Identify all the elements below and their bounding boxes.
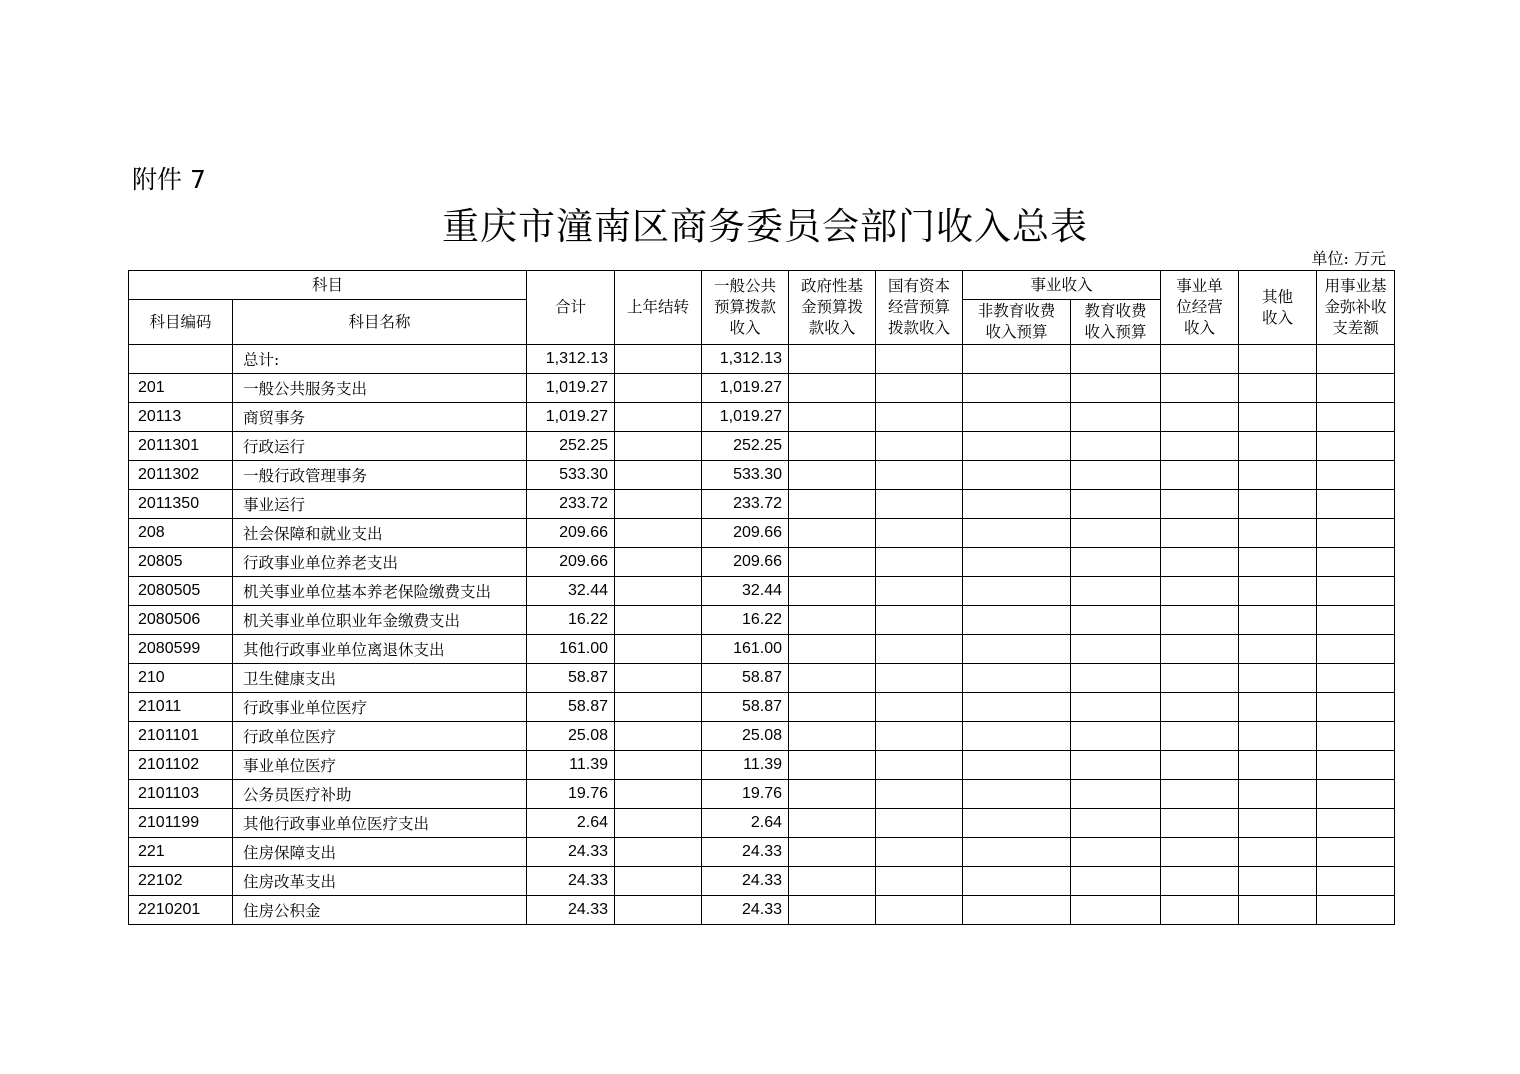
header-state-capital: 国有资本经营预算拨款收入	[876, 271, 963, 345]
cell-last-year-carryover	[615, 374, 702, 403]
cell-other-income	[1239, 606, 1317, 635]
cell-last-year-carryover	[615, 432, 702, 461]
cell-code: 2011350	[129, 490, 233, 519]
cell-name: 行政单位医疗	[233, 722, 527, 751]
cell-code: 2011302	[129, 461, 233, 490]
unit-label: 单位: 万元	[1311, 249, 1386, 268]
cell-general-budget: 209.66	[702, 548, 789, 577]
cell-gov-fund	[789, 896, 876, 925]
cell-fund-balance	[1317, 751, 1395, 780]
cell-gov-fund	[789, 867, 876, 896]
cell-gov-fund	[789, 374, 876, 403]
cell-other-income	[1239, 345, 1317, 374]
cell-non-edu-fee	[963, 461, 1071, 490]
cell-non-edu-fee	[963, 693, 1071, 722]
cell-state-capital	[876, 896, 963, 925]
cell-code: 20113	[129, 403, 233, 432]
cell-state-capital	[876, 403, 963, 432]
cell-state-capital	[876, 780, 963, 809]
cell-state-capital	[876, 664, 963, 693]
cell-total: 1,312.13	[527, 345, 615, 374]
cell-gov-fund	[789, 838, 876, 867]
table-row	[129, 751, 1395, 780]
cell-total: 1,019.27	[527, 374, 615, 403]
cell-edu-fee	[1071, 606, 1161, 635]
cell-name: 住房改革支出	[233, 867, 527, 896]
cell-state-capital	[876, 432, 963, 461]
cell-edu-fee	[1071, 635, 1161, 664]
cell-gov-fund	[789, 403, 876, 432]
cell-general-budget: 1,312.13	[702, 345, 789, 374]
table-row	[129, 896, 1395, 925]
cell-non-edu-fee	[963, 867, 1071, 896]
cell-edu-fee	[1071, 461, 1161, 490]
cell-name: 其他行政事业单位医疗支出	[233, 809, 527, 838]
cell-gov-fund	[789, 490, 876, 519]
table-row	[129, 722, 1395, 751]
cell-general-budget: 32.44	[702, 577, 789, 606]
cell-total: 24.33	[527, 896, 615, 925]
header-unit-operating: 事业单位经营收入	[1161, 271, 1239, 345]
cell-fund-balance	[1317, 606, 1395, 635]
cell-unit-operating	[1161, 548, 1239, 577]
cell-state-capital	[876, 490, 963, 519]
attachment-label: 附件 7	[132, 165, 206, 194]
cell-non-edu-fee	[963, 722, 1071, 751]
cell-general-budget: 233.72	[702, 490, 789, 519]
cell-code: 208	[129, 519, 233, 548]
cell-state-capital	[876, 867, 963, 896]
cell-other-income	[1239, 461, 1317, 490]
table-row	[129, 432, 1395, 461]
header-edu-fee: 教育收费收入预算	[1071, 300, 1161, 345]
cell-gov-fund	[789, 664, 876, 693]
cell-general-budget: 16.22	[702, 606, 789, 635]
table-row	[129, 548, 1395, 577]
cell-other-income	[1239, 635, 1317, 664]
cell-gov-fund	[789, 722, 876, 751]
cell-name: 行政运行	[233, 432, 527, 461]
cell-total: 252.25	[527, 432, 615, 461]
cell-state-capital	[876, 374, 963, 403]
cell-general-budget: 25.08	[702, 722, 789, 751]
table-row	[129, 780, 1395, 809]
cell-name: 商贸事务	[233, 403, 527, 432]
cell-gov-fund	[789, 519, 876, 548]
cell-name: 事业单位医疗	[233, 751, 527, 780]
cell-edu-fee	[1071, 374, 1161, 403]
cell-code: 2101101	[129, 722, 233, 751]
cell-total: 11.39	[527, 751, 615, 780]
cell-fund-balance	[1317, 403, 1395, 432]
cell-last-year-carryover	[615, 867, 702, 896]
cell-edu-fee	[1071, 867, 1161, 896]
cell-state-capital	[876, 345, 963, 374]
cell-total: 32.44	[527, 577, 615, 606]
cell-state-capital	[876, 461, 963, 490]
cell-fund-balance	[1317, 490, 1395, 519]
cell-unit-operating	[1161, 432, 1239, 461]
cell-last-year-carryover	[615, 896, 702, 925]
table-row	[129, 461, 1395, 490]
cell-general-budget: 1,019.27	[702, 403, 789, 432]
cell-code: 2101103	[129, 780, 233, 809]
cell-other-income	[1239, 780, 1317, 809]
header-non-edu-fee: 非教育收费收入预算	[963, 300, 1071, 345]
cell-state-capital	[876, 606, 963, 635]
cell-edu-fee	[1071, 577, 1161, 606]
cell-edu-fee	[1071, 403, 1161, 432]
cell-non-edu-fee	[963, 751, 1071, 780]
cell-edu-fee	[1071, 519, 1161, 548]
cell-name: 其他行政事业单位离退休支出	[233, 635, 527, 664]
cell-non-edu-fee	[963, 403, 1071, 432]
cell-fund-balance	[1317, 896, 1395, 925]
cell-name: 机关事业单位职业年金缴费支出	[233, 606, 527, 635]
cell-last-year-carryover	[615, 751, 702, 780]
cell-last-year-carryover	[615, 693, 702, 722]
cell-total: 25.08	[527, 722, 615, 751]
cell-code: 2080599	[129, 635, 233, 664]
cell-fund-balance	[1317, 664, 1395, 693]
cell-state-capital	[876, 519, 963, 548]
cell-last-year-carryover	[615, 606, 702, 635]
cell-code: 221	[129, 838, 233, 867]
cell-code: 2101102	[129, 751, 233, 780]
cell-total: 233.72	[527, 490, 615, 519]
header-other-income: 其他收入	[1239, 271, 1317, 345]
cell-code	[129, 345, 233, 374]
cell-other-income	[1239, 722, 1317, 751]
cell-gov-fund	[789, 345, 876, 374]
cell-name: 事业运行	[233, 490, 527, 519]
cell-fund-balance	[1317, 519, 1395, 548]
cell-edu-fee	[1071, 896, 1161, 925]
cell-name: 社会保障和就业支出	[233, 519, 527, 548]
cell-code: 2101199	[129, 809, 233, 838]
cell-last-year-carryover	[615, 780, 702, 809]
cell-total: 2.64	[527, 809, 615, 838]
cell-general-budget: 24.33	[702, 838, 789, 867]
cell-state-capital	[876, 751, 963, 780]
cell-other-income	[1239, 519, 1317, 548]
cell-edu-fee	[1071, 809, 1161, 838]
cell-fund-balance	[1317, 693, 1395, 722]
cell-last-year-carryover	[615, 519, 702, 548]
cell-other-income	[1239, 490, 1317, 519]
cell-general-budget: 2.64	[702, 809, 789, 838]
table-row	[129, 577, 1395, 606]
cell-edu-fee	[1071, 432, 1161, 461]
cell-unit-operating	[1161, 751, 1239, 780]
cell-total: 24.33	[527, 838, 615, 867]
cell-last-year-carryover	[615, 490, 702, 519]
table-row	[129, 403, 1395, 432]
cell-name: 公务员医疗补助	[233, 780, 527, 809]
cell-last-year-carryover	[615, 461, 702, 490]
cell-unit-operating	[1161, 345, 1239, 374]
cell-gov-fund	[789, 577, 876, 606]
cell-gov-fund	[789, 635, 876, 664]
cell-total: 161.00	[527, 635, 615, 664]
cell-fund-balance	[1317, 461, 1395, 490]
cell-general-budget: 161.00	[702, 635, 789, 664]
cell-state-capital	[876, 693, 963, 722]
cell-edu-fee	[1071, 780, 1161, 809]
cell-other-income	[1239, 664, 1317, 693]
cell-general-budget: 209.66	[702, 519, 789, 548]
cell-unit-operating	[1161, 635, 1239, 664]
cell-code: 2080506	[129, 606, 233, 635]
table-row	[129, 809, 1395, 838]
header-subject-code: 科目编码	[129, 300, 233, 345]
cell-other-income	[1239, 838, 1317, 867]
cell-unit-operating	[1161, 838, 1239, 867]
cell-last-year-carryover	[615, 664, 702, 693]
income-summary-table	[128, 270, 1395, 925]
cell-name: 一般行政管理事务	[233, 461, 527, 490]
cell-gov-fund	[789, 548, 876, 577]
cell-fund-balance	[1317, 867, 1395, 896]
cell-fund-balance	[1317, 809, 1395, 838]
cell-unit-operating	[1161, 780, 1239, 809]
table-row	[129, 838, 1395, 867]
cell-last-year-carryover	[615, 548, 702, 577]
cell-unit-operating	[1161, 896, 1239, 925]
cell-gov-fund	[789, 606, 876, 635]
table-row	[129, 374, 1395, 403]
cell-code: 20805	[129, 548, 233, 577]
table-row	[129, 519, 1395, 548]
cell-non-edu-fee	[963, 606, 1071, 635]
cell-other-income	[1239, 403, 1317, 432]
cell-name: 住房保障支出	[233, 838, 527, 867]
cell-unit-operating	[1161, 519, 1239, 548]
cell-total: 1,019.27	[527, 403, 615, 432]
cell-edu-fee	[1071, 548, 1161, 577]
cell-non-edu-fee	[963, 490, 1071, 519]
cell-edu-fee	[1071, 751, 1161, 780]
cell-total: 16.22	[527, 606, 615, 635]
table-row	[129, 606, 1395, 635]
cell-non-edu-fee	[963, 519, 1071, 548]
cell-edu-fee	[1071, 345, 1161, 374]
table-row	[129, 345, 1395, 374]
cell-unit-operating	[1161, 722, 1239, 751]
cell-other-income	[1239, 809, 1317, 838]
header-subject: 科目	[129, 271, 527, 300]
cell-unit-operating	[1161, 403, 1239, 432]
cell-total: 58.87	[527, 664, 615, 693]
cell-other-income	[1239, 693, 1317, 722]
header-gov-fund: 政府性基金预算拨款收入	[789, 271, 876, 345]
cell-unit-operating	[1161, 664, 1239, 693]
cell-code: 210	[129, 664, 233, 693]
cell-fund-balance	[1317, 838, 1395, 867]
cell-last-year-carryover	[615, 345, 702, 374]
cell-gov-fund	[789, 751, 876, 780]
cell-total: 58.87	[527, 693, 615, 722]
cell-state-capital	[876, 722, 963, 751]
cell-gov-fund	[789, 432, 876, 461]
cell-general-budget: 24.33	[702, 896, 789, 925]
cell-state-capital	[876, 838, 963, 867]
cell-unit-operating	[1161, 693, 1239, 722]
cell-fund-balance	[1317, 548, 1395, 577]
page-title: 重庆市潼南区商务委员会部门收入总表	[442, 205, 1088, 248]
cell-unit-operating	[1161, 374, 1239, 403]
cell-fund-balance	[1317, 374, 1395, 403]
cell-general-budget: 533.30	[702, 461, 789, 490]
cell-general-budget: 58.87	[702, 664, 789, 693]
cell-other-income	[1239, 577, 1317, 606]
cell-gov-fund	[789, 461, 876, 490]
cell-general-budget: 1,019.27	[702, 374, 789, 403]
header-last-year-carryover: 上年结转	[615, 271, 702, 345]
cell-last-year-carryover	[615, 577, 702, 606]
table-row	[129, 635, 1395, 664]
cell-unit-operating	[1161, 490, 1239, 519]
cell-unit-operating	[1161, 577, 1239, 606]
cell-non-edu-fee	[963, 374, 1071, 403]
cell-other-income	[1239, 432, 1317, 461]
cell-state-capital	[876, 548, 963, 577]
cell-other-income	[1239, 548, 1317, 577]
cell-edu-fee	[1071, 693, 1161, 722]
cell-name: 卫生健康支出	[233, 664, 527, 693]
header-total: 合计	[527, 271, 615, 345]
cell-total: 19.76	[527, 780, 615, 809]
cell-code: 201	[129, 374, 233, 403]
cell-fund-balance	[1317, 577, 1395, 606]
cell-code: 2210201	[129, 896, 233, 925]
cell-name: 行政事业单位医疗	[233, 693, 527, 722]
header-general-budget: 一般公共预算拨款收入	[702, 271, 789, 345]
cell-fund-balance	[1317, 432, 1395, 461]
cell-gov-fund	[789, 693, 876, 722]
cell-unit-operating	[1161, 809, 1239, 838]
cell-code: 2011301	[129, 432, 233, 461]
cell-other-income	[1239, 896, 1317, 925]
cell-name: 机关事业单位基本养老保险缴费支出	[233, 577, 527, 606]
cell-general-budget: 24.33	[702, 867, 789, 896]
cell-name: 总计:	[233, 345, 527, 374]
cell-edu-fee	[1071, 490, 1161, 519]
cell-total: 209.66	[527, 548, 615, 577]
cell-last-year-carryover	[615, 635, 702, 664]
cell-general-budget: 19.76	[702, 780, 789, 809]
cell-unit-operating	[1161, 867, 1239, 896]
cell-general-budget: 252.25	[702, 432, 789, 461]
cell-other-income	[1239, 374, 1317, 403]
cell-last-year-carryover	[615, 809, 702, 838]
table-row	[129, 664, 1395, 693]
cell-last-year-carryover	[615, 838, 702, 867]
cell-code: 22102	[129, 867, 233, 896]
cell-state-capital	[876, 635, 963, 664]
cell-code: 21011	[129, 693, 233, 722]
cell-state-capital	[876, 809, 963, 838]
cell-fund-balance	[1317, 780, 1395, 809]
cell-name: 行政事业单位养老支出	[233, 548, 527, 577]
cell-fund-balance	[1317, 345, 1395, 374]
cell-last-year-carryover	[615, 403, 702, 432]
table-body	[129, 345, 1395, 925]
cell-other-income	[1239, 867, 1317, 896]
cell-gov-fund	[789, 809, 876, 838]
cell-fund-balance	[1317, 635, 1395, 664]
cell-total: 533.30	[527, 461, 615, 490]
cell-unit-operating	[1161, 606, 1239, 635]
cell-last-year-carryover	[615, 722, 702, 751]
cell-general-budget: 11.39	[702, 751, 789, 780]
cell-non-edu-fee	[963, 664, 1071, 693]
cell-gov-fund	[789, 780, 876, 809]
cell-fund-balance	[1317, 722, 1395, 751]
cell-non-edu-fee	[963, 577, 1071, 606]
header-fund-balance: 用事业基金弥补收支差额	[1317, 271, 1395, 345]
cell-general-budget: 58.87	[702, 693, 789, 722]
cell-non-edu-fee	[963, 548, 1071, 577]
cell-name: 住房公积金	[233, 896, 527, 925]
cell-unit-operating	[1161, 461, 1239, 490]
cell-code: 2080505	[129, 577, 233, 606]
cell-edu-fee	[1071, 722, 1161, 751]
cell-edu-fee	[1071, 664, 1161, 693]
cell-non-edu-fee	[963, 838, 1071, 867]
cell-non-edu-fee	[963, 635, 1071, 664]
cell-non-edu-fee	[963, 345, 1071, 374]
cell-non-edu-fee	[963, 780, 1071, 809]
cell-other-income	[1239, 751, 1317, 780]
cell-edu-fee	[1071, 838, 1161, 867]
header-subject-name: 科目名称	[233, 300, 527, 345]
cell-state-capital	[876, 577, 963, 606]
table-row	[129, 867, 1395, 896]
table-row	[129, 693, 1395, 722]
header-business-income: 事业收入	[963, 271, 1161, 300]
cell-total: 209.66	[527, 519, 615, 548]
cell-non-edu-fee	[963, 896, 1071, 925]
cell-non-edu-fee	[963, 809, 1071, 838]
cell-total: 24.33	[527, 867, 615, 896]
cell-non-edu-fee	[963, 432, 1071, 461]
table-row	[129, 490, 1395, 519]
cell-name: 一般公共服务支出	[233, 374, 527, 403]
